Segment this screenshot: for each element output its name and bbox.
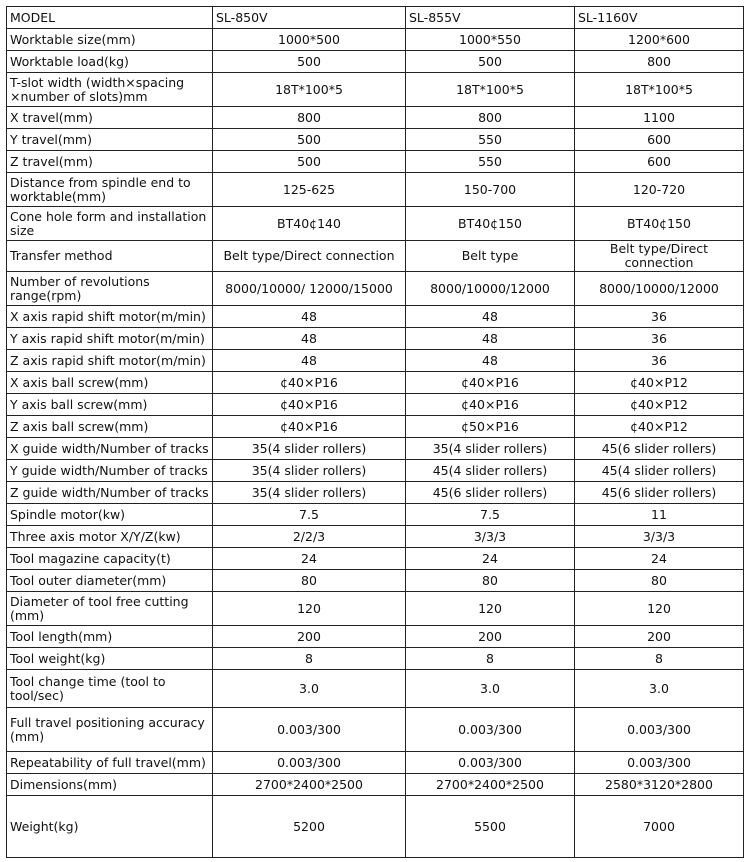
row-label: X travel(mm) xyxy=(7,107,213,129)
row-value: 7000 xyxy=(575,796,744,858)
row-value: 550 xyxy=(406,151,575,173)
row-label: Z guide width/Number of tracks xyxy=(7,482,213,504)
table-row xyxy=(7,107,744,129)
table-row xyxy=(7,372,744,394)
table-row xyxy=(7,173,744,207)
table-row xyxy=(7,328,744,350)
row-value: 2580*3120*2800 xyxy=(575,774,744,796)
table-row xyxy=(7,548,744,570)
row-label: Y travel(mm) xyxy=(7,129,213,151)
table-row xyxy=(7,306,744,328)
row-value: 1000*500 xyxy=(213,29,406,51)
row-value: 80 xyxy=(406,570,575,592)
row-value: 24 xyxy=(406,548,575,570)
row-label: Number of revolutions range(rpm) xyxy=(7,272,213,306)
row-value: 45(4 slider rollers) xyxy=(406,460,575,482)
row-value: BT40¢150 xyxy=(575,207,744,241)
table-row xyxy=(7,151,744,173)
table-row xyxy=(7,796,744,858)
row-value: 0.003/300 xyxy=(575,708,744,752)
row-value: 3.0 xyxy=(213,670,406,708)
row-label: Repeatability of full travel(mm) xyxy=(7,752,213,774)
row-value: 5200 xyxy=(213,796,406,858)
row-value: 8 xyxy=(406,648,575,670)
row-value: 11 xyxy=(575,504,744,526)
row-value: 500 xyxy=(213,151,406,173)
table-row xyxy=(7,129,744,151)
row-value: 36 xyxy=(575,306,744,328)
spec-table-body xyxy=(7,7,744,858)
table-row xyxy=(7,272,744,306)
row-label: X guide width/Number of tracks xyxy=(7,438,213,460)
row-value: BT40¢140 xyxy=(213,207,406,241)
row-label: Z travel(mm) xyxy=(7,151,213,173)
row-label: Transfer method xyxy=(7,241,213,272)
row-value: 800 xyxy=(575,51,744,73)
row-value: 120 xyxy=(406,592,575,626)
row-label: Weight(kg) xyxy=(7,796,213,858)
row-value: 45(4 slider rollers) xyxy=(575,460,744,482)
table-row xyxy=(7,752,744,774)
row-value: 0.003/300 xyxy=(213,708,406,752)
row-label: Full travel positioning accuracy (mm) xyxy=(7,708,213,752)
row-value: ¢40×P16 xyxy=(406,394,575,416)
row-label: Tool length(mm) xyxy=(7,626,213,648)
row-value: 500 xyxy=(406,51,575,73)
table-row xyxy=(7,592,744,626)
row-value: 200 xyxy=(406,626,575,648)
row-value: 150-700 xyxy=(406,173,575,207)
row-value: 0.003/300 xyxy=(406,752,575,774)
table-row xyxy=(7,29,744,51)
row-value: 800 xyxy=(406,107,575,129)
row-value: 80 xyxy=(213,570,406,592)
row-value: 18T*100*5 xyxy=(575,73,744,107)
row-value: ¢40×P16 xyxy=(213,372,406,394)
model-name-sl-855v: SL-855V xyxy=(406,7,575,29)
row-value: 2700*2400*2500 xyxy=(406,774,575,796)
row-value: ¢40×P12 xyxy=(575,394,744,416)
row-value: ¢40×P16 xyxy=(213,416,406,438)
row-value: 200 xyxy=(575,626,744,648)
table-row xyxy=(7,626,744,648)
model-name-sl-1160v: SL-1160V xyxy=(575,7,744,29)
row-value: 600 xyxy=(575,129,744,151)
row-value: 3.0 xyxy=(575,670,744,708)
table-row xyxy=(7,350,744,372)
row-value: 500 xyxy=(213,129,406,151)
row-label: Cone hole form and installation size xyxy=(7,207,213,241)
row-value: 36 xyxy=(575,350,744,372)
row-value: 8 xyxy=(213,648,406,670)
row-value: 48 xyxy=(406,328,575,350)
row-label: X axis rapid shift motor(m/min) xyxy=(7,306,213,328)
row-value: ¢50×P16 xyxy=(406,416,575,438)
row-value: ¢40×P12 xyxy=(575,372,744,394)
model-name-sl-850v: SL-850V xyxy=(213,7,406,29)
row-value: 5500 xyxy=(406,796,575,858)
row-label: Tool magazine capacity(t) xyxy=(7,548,213,570)
row-value: 125-625 xyxy=(213,173,406,207)
row-value: Belt type/Direct connection xyxy=(575,241,744,272)
row-value: 35(4 slider rollers) xyxy=(406,438,575,460)
row-value: 8 xyxy=(575,648,744,670)
row-value: 550 xyxy=(406,129,575,151)
row-value: 48 xyxy=(213,306,406,328)
row-value: 24 xyxy=(213,548,406,570)
row-label: Y guide width/Number of tracks xyxy=(7,460,213,482)
table-row xyxy=(7,504,744,526)
table-row xyxy=(7,207,744,241)
row-value: 500 xyxy=(213,51,406,73)
table-row xyxy=(7,526,744,548)
row-label: T-slot width (width×spacing ×number of slots)mm xyxy=(7,73,213,107)
table-row xyxy=(7,416,744,438)
row-value: 3/3/3 xyxy=(406,526,575,548)
row-label: Dimensions(mm) xyxy=(7,774,213,796)
model-header-label: MODEL xyxy=(7,7,213,29)
row-label: Tool weight(kg) xyxy=(7,648,213,670)
table-row xyxy=(7,394,744,416)
row-value: Belt type xyxy=(406,241,575,272)
row-value: BT40¢150 xyxy=(406,207,575,241)
row-value: 200 xyxy=(213,626,406,648)
row-value: 18T*100*5 xyxy=(406,73,575,107)
row-label: Y axis ball screw(mm) xyxy=(7,394,213,416)
row-value: 24 xyxy=(575,548,744,570)
table-row xyxy=(7,241,744,272)
spec-table xyxy=(6,6,744,858)
row-value: ¢40×P12 xyxy=(575,416,744,438)
table-row xyxy=(7,570,744,592)
row-value: 120-720 xyxy=(575,173,744,207)
table-row xyxy=(7,460,744,482)
row-label: Distance from spindle end to worktable(mm) xyxy=(7,173,213,207)
row-value: 1100 xyxy=(575,107,744,129)
table-row xyxy=(7,774,744,796)
row-value: 1200*600 xyxy=(575,29,744,51)
row-value: 8000/10000/12000 xyxy=(406,272,575,306)
row-value: 48 xyxy=(213,328,406,350)
row-label: Worktable load(kg) xyxy=(7,51,213,73)
row-value: Belt type/Direct connection xyxy=(213,241,406,272)
table-row xyxy=(7,51,744,73)
row-label: Three axis motor X/Y/Z(kw) xyxy=(7,526,213,548)
row-value: 35(4 slider rollers) xyxy=(213,482,406,504)
row-value: 3.0 xyxy=(406,670,575,708)
row-value: 7.5 xyxy=(406,504,575,526)
row-label: Y axis rapid shift motor(m/min) xyxy=(7,328,213,350)
row-value: 600 xyxy=(575,151,744,173)
row-value: 0.003/300 xyxy=(406,708,575,752)
row-value: 7.5 xyxy=(213,504,406,526)
row-value: 2700*2400*2500 xyxy=(213,774,406,796)
row-label: Spindle motor(kw) xyxy=(7,504,213,526)
row-label: Worktable size(mm) xyxy=(7,29,213,51)
header-row xyxy=(7,7,744,29)
table-row xyxy=(7,708,744,752)
row-value: 48 xyxy=(213,350,406,372)
table-row xyxy=(7,670,744,708)
row-value: 1000*550 xyxy=(406,29,575,51)
row-label: Diameter of tool free cutting (mm) xyxy=(7,592,213,626)
row-value: ¢40×P16 xyxy=(406,372,575,394)
row-value: 48 xyxy=(406,350,575,372)
row-value: 35(4 slider rollers) xyxy=(213,460,406,482)
row-label: Z axis rapid shift motor(m/min) xyxy=(7,350,213,372)
table-row xyxy=(7,73,744,107)
row-value: 8000/10000/12000 xyxy=(575,272,744,306)
row-value: 48 xyxy=(406,306,575,328)
row-label: Tool change time (tool to tool/sec) xyxy=(7,670,213,708)
table-row xyxy=(7,482,744,504)
row-label: Tool outer diameter(mm) xyxy=(7,570,213,592)
row-value: 45(6 slider rollers) xyxy=(575,438,744,460)
row-value: 0.003/300 xyxy=(575,752,744,774)
row-value: ¢40×P16 xyxy=(213,394,406,416)
row-value: 120 xyxy=(213,592,406,626)
row-value: 800 xyxy=(213,107,406,129)
row-value: 18T*100*5 xyxy=(213,73,406,107)
row-value: 3/3/3 xyxy=(575,526,744,548)
row-value: 45(6 slider rollers) xyxy=(575,482,744,504)
row-value: 0.003/300 xyxy=(213,752,406,774)
row-label: X axis ball screw(mm) xyxy=(7,372,213,394)
row-value: 35(4 slider rollers) xyxy=(213,438,406,460)
table-row xyxy=(7,438,744,460)
row-value: 8000/10000/ 12000/15000 xyxy=(213,272,406,306)
row-value: 80 xyxy=(575,570,744,592)
row-value: 36 xyxy=(575,328,744,350)
row-value: 45(6 slider rollers) xyxy=(406,482,575,504)
table-row xyxy=(7,648,744,670)
row-label: Z axis ball screw(mm) xyxy=(7,416,213,438)
row-value: 120 xyxy=(575,592,744,626)
row-value: 2/2/3 xyxy=(213,526,406,548)
